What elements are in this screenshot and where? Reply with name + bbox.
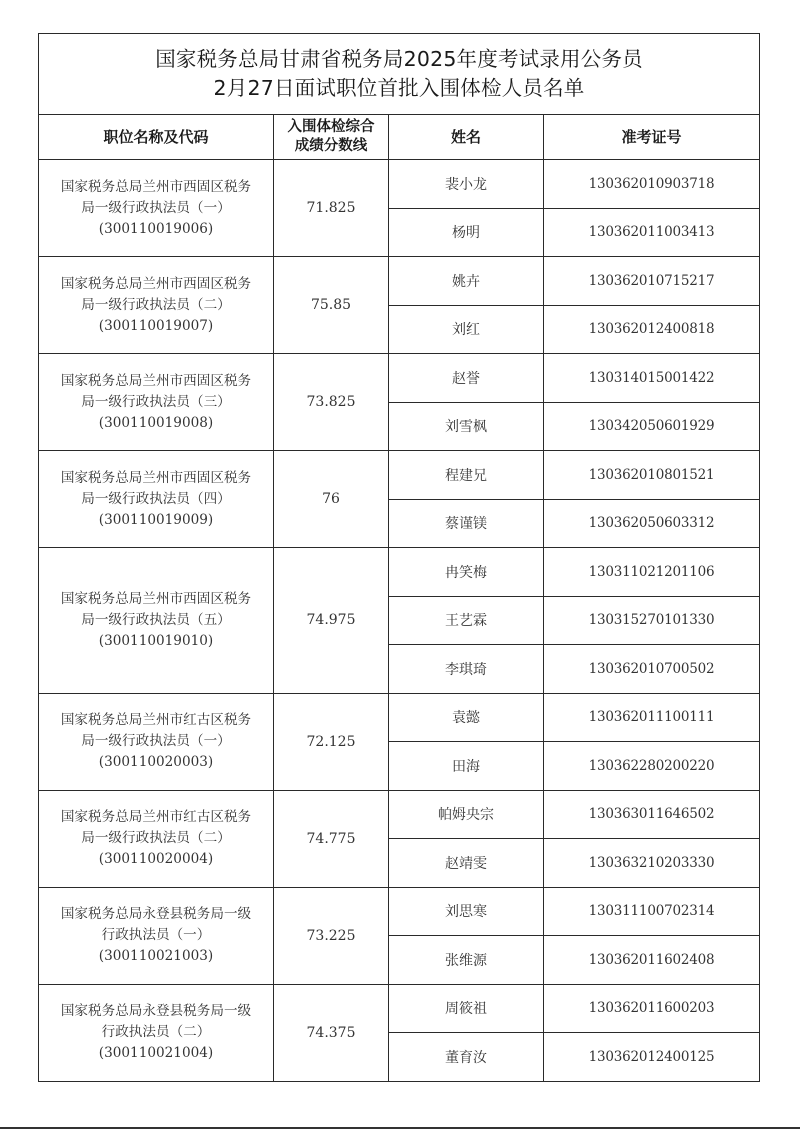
candidate-name-cell: 杨明 — [389, 208, 544, 257]
position-cell — [39, 984, 274, 1081]
position-code: (300110019009) — [98, 511, 214, 528]
exam-id-cell: 130362011600203 — [544, 984, 760, 1033]
position-code: (300110020003) — [98, 754, 214, 770]
position-cell — [39, 257, 274, 354]
table-row — [39, 693, 760, 742]
position-name-line: 局一级行政执法员（二） — [81, 830, 231, 846]
position-name-line: 局一级行政执法员（一） — [81, 199, 231, 216]
position-name-line: 局一级行政执法员（五） — [81, 611, 231, 628]
position-name-line: 国家税务总局兰州市西固区税务 — [60, 590, 252, 607]
candidate-name-cell: 田海 — [389, 742, 544, 791]
position-code: (300110021004) — [98, 1045, 214, 1061]
position-name-line: 国家税务总局兰州市红古区税务 — [60, 809, 252, 825]
position-name-line: 局一级行政执法员（三） — [81, 393, 231, 410]
exam-id-cell: 130362011602408 — [544, 936, 760, 985]
exam-id-cell: 130362050603312 — [544, 499, 760, 548]
position-cell — [39, 451, 274, 548]
candidate-name-cell: 刘雪枫 — [389, 402, 544, 451]
candidate-table — [38, 33, 760, 1082]
candidate-name-cell: 李琪琦 — [389, 645, 544, 694]
position-cell — [39, 887, 274, 984]
candidate-name-cell: 张维源 — [389, 936, 544, 985]
position-name-line: 国家税务总局兰州市西固区税务 — [60, 469, 252, 486]
candidate-name-cell: 蔡谨镁 — [389, 499, 544, 548]
position-name-line: 局一级行政执法员（四） — [81, 490, 231, 507]
position-cell — [39, 693, 274, 790]
position-code: (300110019006) — [98, 220, 214, 237]
document-title — [39, 34, 760, 115]
table-row — [39, 548, 760, 597]
position-name-line: 行政执法员（一） — [101, 927, 211, 943]
position-name-line: 国家税务总局兰州市西固区税务 — [60, 275, 252, 292]
exam-id-cell: 130363210203330 — [544, 839, 760, 888]
candidate-name-cell: 刘红 — [389, 305, 544, 354]
document-sheet — [38, 33, 759, 1082]
candidate-name-cell: 赵靖雯 — [389, 839, 544, 888]
exam-id-cell: 130363011646502 — [544, 790, 760, 839]
position-cell — [39, 160, 274, 257]
exam-id-cell: 130314015001422 — [544, 354, 760, 403]
candidate-name-cell: 袁懿 — [389, 693, 544, 742]
score-threshold-cell: 74.975 — [274, 548, 389, 694]
position-name-line: 国家税务总局兰州市西固区税务 — [60, 372, 252, 389]
score-threshold-cell: 73.225 — [274, 887, 389, 984]
candidate-name-cell: 赵誉 — [389, 354, 544, 403]
exam-id-cell: 130311100702314 — [544, 887, 760, 936]
candidate-name-cell: 刘思寒 — [389, 887, 544, 936]
title-line-2: 2月27日面试职位首批入围体检人员名单 — [213, 76, 585, 100]
position-cell — [39, 790, 274, 887]
position-code: (300110019007) — [98, 317, 214, 334]
position-code: (300110020004) — [98, 851, 214, 867]
score-threshold-cell: 75.85 — [274, 257, 389, 354]
exam-id-cell: 130342050601929 — [544, 402, 760, 451]
table-row — [39, 451, 760, 500]
candidate-name-cell: 王艺霖 — [389, 596, 544, 645]
exam-id-cell: 130311021201106 — [544, 548, 760, 597]
exam-id-cell: 130362280200220 — [544, 742, 760, 791]
position-name-line: 国家税务总局兰州市红古区税务 — [60, 712, 252, 728]
header-name: 姓名 — [389, 115, 544, 160]
position-name-line: 行政执法员（二） — [101, 1024, 211, 1040]
header-score-line-1: 入围体检综合 — [287, 119, 375, 135]
candidate-name-cell: 帕姆央宗 — [389, 790, 544, 839]
exam-id-cell: 130362011003413 — [544, 208, 760, 257]
score-threshold-cell: 74.775 — [274, 790, 389, 887]
candidate-name-cell: 董育汝 — [389, 1033, 544, 1082]
candidate-name-cell: 冉笑梅 — [389, 548, 544, 597]
position-name-line: 国家税务总局永登县税务局一级 — [60, 1003, 252, 1019]
table-row — [39, 887, 760, 936]
exam-id-cell: 130362011100111 — [544, 693, 760, 742]
table-row — [39, 790, 760, 839]
position-name-line: 局一级行政执法员（二） — [81, 296, 231, 313]
position-code: (300110019010) — [98, 632, 214, 649]
table-row — [39, 354, 760, 403]
candidate-name-cell: 裴小龙 — [389, 160, 544, 209]
score-threshold-cell: 76 — [274, 451, 389, 548]
header-position: 职位名称及代码 — [39, 115, 274, 160]
candidate-name-cell: 程建兄 — [389, 451, 544, 500]
table-row — [39, 257, 760, 306]
score-threshold-cell: 74.375 — [274, 984, 389, 1081]
score-threshold-cell: 71.825 — [274, 160, 389, 257]
table-row — [39, 160, 760, 209]
page-bottom-rule — [0, 1127, 800, 1129]
exam-id-cell: 130362012400125 — [544, 1033, 760, 1082]
position-name-line: 局一级行政执法员（一） — [81, 733, 231, 749]
score-threshold-cell: 72.125 — [274, 693, 389, 790]
header-score — [274, 115, 389, 160]
exam-id-cell: 130362010700502 — [544, 645, 760, 694]
candidate-name-cell: 姚卉 — [389, 257, 544, 306]
exam-id-cell: 130315270101330 — [544, 596, 760, 645]
exam-id-cell: 130362010801521 — [544, 451, 760, 500]
header-score-line-2: 成绩分数线 — [294, 138, 368, 154]
position-cell — [39, 354, 274, 451]
header-exam-id: 准考证号 — [544, 115, 760, 160]
title-line-1: 国家税务总局甘肃省税务局2025年度考试录用公务员 — [155, 47, 643, 71]
position-name-line: 国家税务总局兰州市西固区税务 — [60, 178, 252, 195]
position-code: (300110021003) — [98, 948, 214, 964]
table-row — [39, 984, 760, 1033]
exam-id-cell: 130362010903718 — [544, 160, 760, 209]
position-cell — [39, 548, 274, 694]
score-threshold-cell: 73.825 — [274, 354, 389, 451]
exam-id-cell: 130362012400818 — [544, 305, 760, 354]
candidate-name-cell: 周筱祖 — [389, 984, 544, 1033]
header-row — [39, 115, 760, 160]
position-name-line: 国家税务总局永登县税务局一级 — [60, 906, 252, 922]
position-code: (300110019008) — [98, 414, 214, 431]
exam-id-cell: 130362010715217 — [544, 257, 760, 306]
table-body — [39, 160, 760, 1082]
